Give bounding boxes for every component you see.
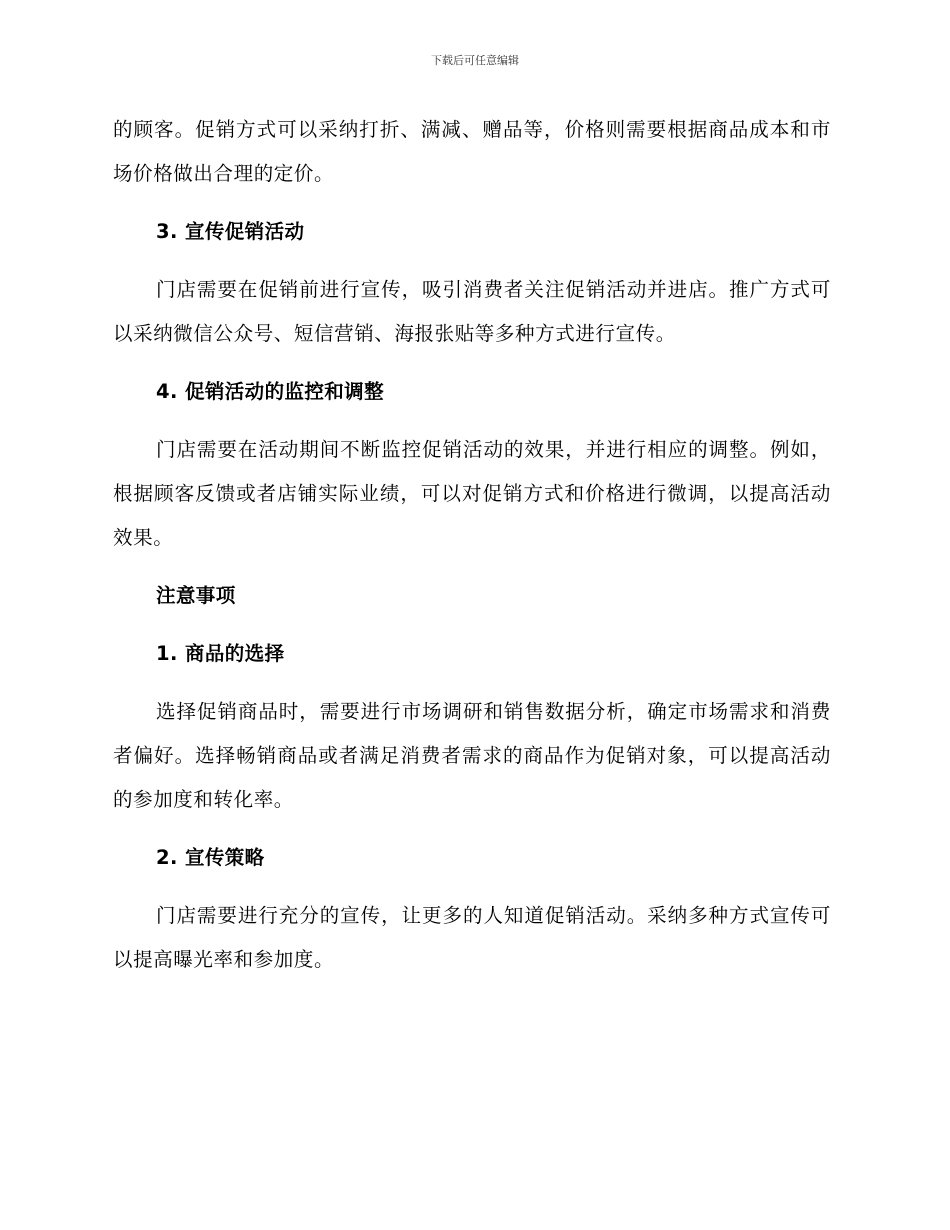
heading-promote-campaign: 3. 宣传促销活动: [156, 220, 305, 243]
document-body: [113, 108, 831, 982]
page-header: 下载后可任意编辑: [431, 54, 519, 67]
heading-product-selection: 1. 商品的选择: [156, 642, 285, 665]
heading-promo-strategy: 2. 宣传策略: [156, 846, 265, 869]
heading-notes: 注意事项: [156, 584, 236, 607]
heading-monitor-adjust: 4. 促销活动的监控和调整: [156, 380, 384, 403]
paragraph-promote-campaign: 门店需要在促销前进行宣传，吸引消费者关注促销活动并进店。推广方式可以采纳微信公众号、短信营销、海报张贴等多种方式进行宣传。: [113, 278, 831, 345]
paragraph-monitor-adjust: 门店需要在活动期间不断监控促销活动的效果，并进行相应的调整。例如，根据顾客反馈或者店铺实际业绩，可以对促销方式和价格进行微调，以提高活动效果。: [113, 438, 831, 549]
paragraph-product-selection: 选择促销商品时，需要进行市场调研和销售数据分析，确定市场需求和消费者偏好。选择畅销商品或者满足消费者需求的商品作为促销对象，可以提高活动的参加度和转化率。: [113, 700, 831, 811]
paragraph-promo-strategy: 门店需要进行充分的宣传，让更多的人知道促销活动。采纳多种方式宣传可以提高曝光率和参加度。: [113, 904, 831, 971]
paragraph-promotion-methods: 的顾客。促销方式可以采纳打折、满减、赠品等，价格则需要根据商品成本和市场价格做出合理的定价。: [113, 118, 831, 185]
